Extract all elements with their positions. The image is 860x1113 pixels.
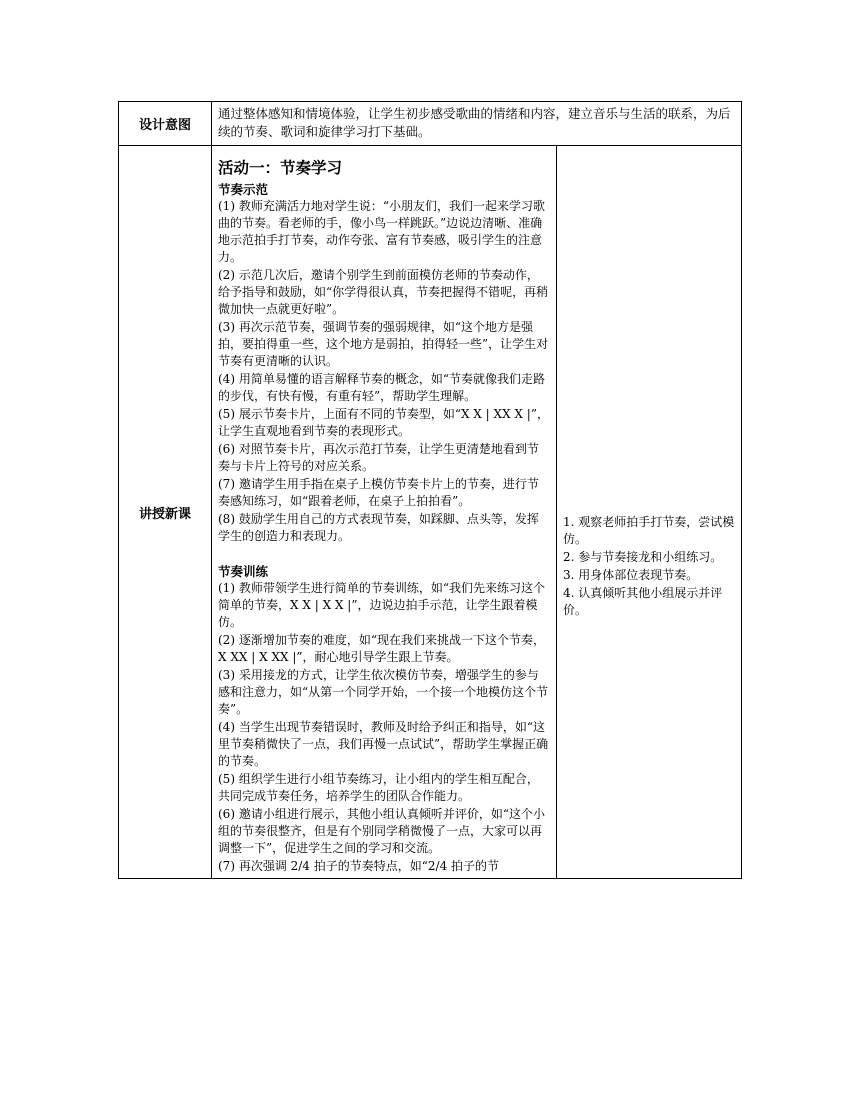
student-activity-cell <box>557 146 742 879</box>
training-paragraph: (5) 组织学生进行小组节奏练习，让小组内的学生相互配合，共同完成节奏任务，培养学生的团队合作能力。 <box>218 772 539 803</box>
teacher-activity-cell <box>212 146 557 879</box>
student-activity-item: 1. 观察老师拍手打节奏，尝试模仿。 <box>563 515 735 546</box>
new-lesson-label: 讲授新课 <box>119 146 212 879</box>
section-gap <box>218 546 550 563</box>
training-paragraph: (1) 教师带领学生进行简单的节奏训练，如“我们先来练习这个简单的节奏，X X | X X |”，边说边拍手示范，让学生跟着模仿。 <box>218 581 545 629</box>
demo-paragraph: (8) 鼓励学生用自己的方式表现节奏，如踩脚、点头等，发挥学生的创造力和表现力。 <box>218 512 539 543</box>
demo-paragraph: (6) 对照节奏卡片，再次示范打节奏，让学生更清楚地看到节奏与卡片上符号的对应关系。 <box>218 442 539 473</box>
demo-paragraph: (2) 示范几次后，邀请个别学生到前面模仿老师的节奏动作，给予指导和鼓励，如“你学得很认真，节奏把握得不错呢，再稍微加快一点就更好啦”。 <box>218 268 549 316</box>
training-section-title: 节奏训练 <box>218 564 269 579</box>
student-activity-item: 4. 认真倾听其他小组展示并评价。 <box>563 586 723 617</box>
design-intent-text: 通过整体感知和情境体验，让学生初步感受歌曲的情绪和内容，建立音乐与生活的联系，为后续的节奏、歌词和旋律学习打下基础。 <box>212 102 742 146</box>
student-activity-item: 3. 用身体部位表现节奏。 <box>563 568 699 582</box>
demo-paragraph: (4) 用简单易懂的语言解释节奏的概念，如“节奏就像我们走路的步伐，有快有慢，有重有轻”，帮助学生理解。 <box>218 372 545 403</box>
design-intent-row <box>119 102 742 146</box>
design-intent-label: 设计意图 <box>119 102 212 146</box>
training-paragraph: (7) 再次强调 2/4 拍子的节奏特点，如“2/4 拍子的节 <box>218 859 500 873</box>
new-lesson-row <box>119 146 742 879</box>
lesson-plan-table <box>118 101 742 879</box>
training-paragraph: (2) 逐渐增加节奏的难度，如“现在我们来挑战一下这个节奏，X XX | X XX |”，耐心地引导学生跟上节奏。 <box>218 633 545 664</box>
training-paragraph: (3) 采用接龙的方式，让学生依次模仿节奏，增强学生的参与感和注意力，如“从第一个同学开始，一个接一个地模仿这个节奏”。 <box>218 668 549 716</box>
student-activity-item: 2. 参与节奏接龙和小组练习。 <box>563 550 723 564</box>
demo-paragraph: (1) 教师充满活力地对学生说：“小朋友们，我们一起来学习歌曲的节奏。看老师的手，像小鸟一样跳跃。”边说边清晰、准确地示范拍手打节奏，动作夸张、富有节奏感，吸引学生的注意力。 <box>218 199 545 264</box>
demo-paragraph: (3) 再次示范节奏，强调节奏的强弱规律，如“这个地方是强拍，要拍得重一些，这个地方是弱拍，拍得轻一些”，让学生对节奏有更清晰的认识。 <box>218 320 549 368</box>
demo-paragraph: (5) 展示节奏卡片，上面有不同的节奏型，如“X X | XX X |”，让学生直观地看到节奏的表现形式。 <box>218 407 549 438</box>
demo-paragraph: (7) 邀请学生用手指在桌子上模仿节奏卡片上的节奏，进行节奏感知练习，如“跟着老师，在桌子上拍拍看”。 <box>218 477 539 508</box>
student-spacer <box>563 150 735 514</box>
training-paragraph: (6) 邀请小组进行展示，其他小组认真倾听并评价，如“这个小组的节奏很整齐，但是有个别同学稍微慢了一点，大家可以再调整一下”，促进学生之间的学习和交流。 <box>218 807 545 855</box>
demo-section-title: 节奏示范 <box>218 182 269 197</box>
activity-title: 活动一：节奏学习 <box>218 159 343 177</box>
training-paragraph: (4) 当学生出现节奏错误时，教师及时给予纠正和指导，如“这里节奏稍微快了一点，我们再慢一点试试”，帮助学生掌握正确的节奏。 <box>218 720 549 768</box>
